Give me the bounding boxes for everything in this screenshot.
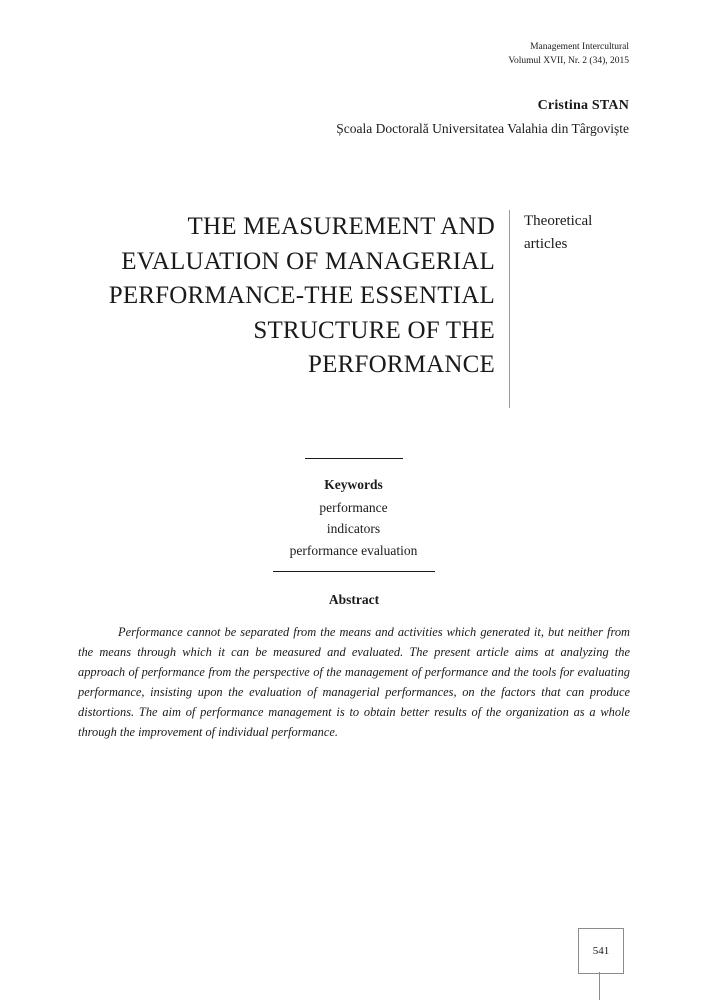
title-area [78,210,630,408]
keywords-block [0,458,707,572]
page-title: THE MEASUREMENT AND EVALUATION OF MANAGERIAL PERFORMANCE-THE ESSENTIAL STRUCTURE OF THE PERFORMANCE [108,213,495,378]
journal-issue: Volumul XVII, Nr. 2 (34), 2015 [508,56,629,67]
abstract-block [78,592,630,743]
keywords-rule-top [305,458,403,459]
page-number-rule [599,972,600,1000]
title-column [78,210,510,408]
keywords-rule-bottom [273,571,435,572]
author-block [336,96,629,139]
abstract-heading: Abstract [328,592,380,607]
keyword-item: indicators [326,521,381,537]
abstract-text: Performance cannot be separated from the means and activities which generated it, but neither from the means through which it can be measured and evaluated. The present article aims at analyzing the approach of performance from the perspective of the management of performance and the tools for evaluating performance, insisting upon the evaluation of managerial performances, on the factors that can produce distortions. The aim of performance management is to obtain better results of the organization as a whole through the improvement of individual performance. [78,625,630,740]
keywords-heading: Keywords [324,477,383,492]
page-number: 541 [592,945,610,957]
author-affiliation: Școala Doctorală Universitatea Valahia din Târgoviște [336,120,629,136]
author-name: Cristina STAN [537,98,629,113]
journal-name: Management Intercultural [530,42,629,52]
section-kind-column [510,210,630,255]
keyword-item: performance evaluation [289,542,418,558]
keyword-item: performance [319,499,388,515]
section-kind-label: Theoretical articles [524,213,593,252]
page-number-box [578,928,624,974]
running-head [508,40,629,69]
